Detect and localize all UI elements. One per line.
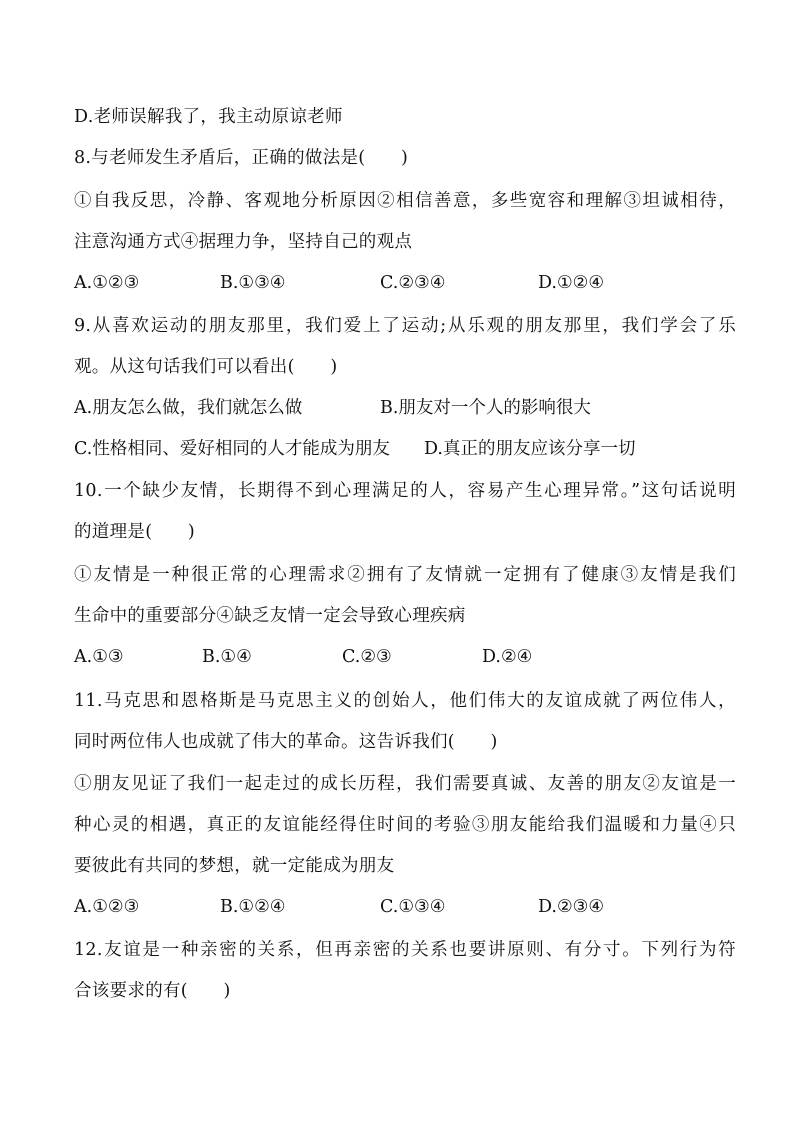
q10-stem-line1: 10.一个缺少友情，长期得不到心理满足的人，容易产生心理异常。”这句话说明 [74,481,736,501]
q10-statements-line1: ①友情是一种很正常的心理需求②拥有了友情就一定拥有了健康③友情是我们 [74,565,736,585]
q11-option-b: B.①②④ [220,897,286,917]
q8-stem: 8.与老师发生矛盾后，正确的做法是( ) [74,148,409,168]
q8-statements-line2: 注意沟通方式④据理力争，坚持自己的观点 [74,232,413,252]
q11-stem-line1: 11.马克思和恩格斯是马克思主义的创始人，他们伟大的友谊成就了两位伟人， [74,691,736,711]
q10-option-d: D.②④ [482,647,533,667]
q11-statements-line1: ①朋友见证了我们一起走过的成长历程，我们需要真诚、友善的朋友②友谊是一 [74,774,736,794]
q8-option-a: A.①②③ [74,273,140,293]
q10-statements-line2: 生命中的重要部分④缺乏友情一定会导致心理疾病 [74,606,466,626]
q9-stem-line2: 观。从这句话我们可以看出( ) [74,357,338,377]
q9-stem-line1: 9.从喜欢运动的朋友那里，我们爱上了运动;从乐观的朋友那里，我们学会了乐 [74,316,736,336]
q11-statements-line3: 要彼此有共同的梦想，就一定能成为朋友 [74,856,395,876]
q10-option-b: B.①④ [202,647,252,667]
q11-option-c: C.①③④ [380,897,446,917]
q10-option-c: C.②③ [342,647,392,667]
q9-option-c: C.性格相同、爱好相同的人才能成为朋友 [74,439,390,459]
q12-stem-line2: 合该要求的有( ) [74,981,231,1001]
q12-stem-line1: 12.友谊是一种亲密的关系，但再亲密的关系也要讲原则、有分寸。下列行为符 [74,940,736,960]
q9-option-a: A.朋友怎么做，我们就怎么做 [74,398,303,418]
q11-stem-line2: 同时两位伟人也成就了伟大的革命。这告诉我们( ) [74,732,498,752]
q11-option-a: A.①②③ [74,897,140,917]
q11-option-d: D.②③④ [538,897,605,917]
q9-option-d: D.真正的朋友应该分享一切 [424,439,636,459]
q7-option-d: D.老师误解我了，我主动原谅老师 [74,107,343,127]
q8-option-c: C.②③④ [380,273,446,293]
q8-option-d: D.①②④ [538,273,605,293]
q9-option-b: B.朋友对一个人的影响很大 [380,398,591,418]
q10-stem-line2: 的道理是( ) [74,522,196,542]
q11-statements-line2: 种心灵的相遇，真正的友谊能经得住时间的考验③朋友能给我们温暖和力量④只 [74,815,736,835]
q10-option-a: A.①③ [74,647,124,667]
q8-option-b: B.①③④ [220,273,286,293]
q8-statements-line1: ①自我反思，冷静、客观地分析原因②相信善意，多些宽容和理解③坦诚相待， [74,191,736,211]
